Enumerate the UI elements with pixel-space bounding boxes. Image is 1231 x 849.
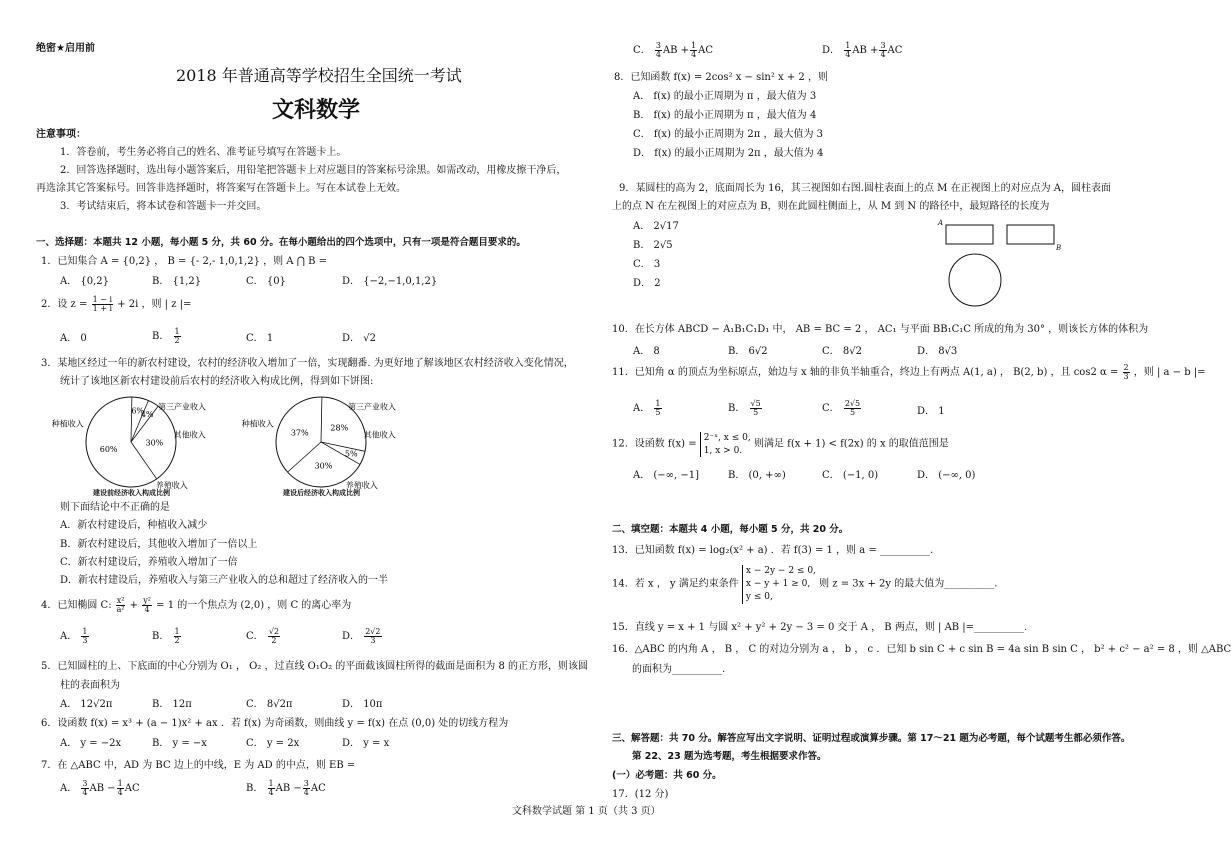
point-a-label: A xyxy=(938,219,944,227)
q8-stem: 8．已知函数 f(x) = 2cos² x − sin² x + 2 ，则 xyxy=(614,72,828,83)
pie-category-label: 第三产业收入 xyxy=(348,402,396,412)
q9-stem-2: 上的点 N 在左视图上的对应点为 B，则在此圆柱侧面上，从 M 到 N 的路径中，最短路径的长度为 xyxy=(612,201,1050,212)
pie-category-label: 种植收入 xyxy=(51,419,84,429)
q12-opt-d: D． (−∞, 0) xyxy=(917,470,976,481)
pie-category-label: 养殖收入 xyxy=(155,480,188,490)
q5-opt-a: A． 12√2π xyxy=(60,699,113,710)
pie-chart-after xyxy=(241,392,466,502)
q2-fraction: $\frac{1 - i}{1 + i}$ xyxy=(92,295,112,313)
q11-opt-a: A． $\frac{1}{5}$ xyxy=(633,399,661,417)
subject-title: 文科数学 xyxy=(272,98,361,123)
point-b-label: B xyxy=(1056,244,1062,252)
q8-opt-c: C． f(x) 的最小正周期为 2π ，最大值为 3 xyxy=(633,129,823,140)
q10-opt-b: B． 6√2 xyxy=(728,346,768,357)
q4-opt-a: A． $\frac{1}{3}$ xyxy=(60,627,88,645)
top-view xyxy=(949,254,1001,306)
q10-opt-c: C． 8√2 xyxy=(822,346,862,357)
q10-opt-d: D． 8√3 xyxy=(917,346,958,357)
pie-category-label: 第三产业收入 xyxy=(158,402,206,412)
q2-opt-d: D． √2 xyxy=(342,333,376,344)
pie-category-label: 其他收入 xyxy=(363,430,396,440)
q10-stem: 10．在长方体 ABCD − A₁B₁C₁D₁ 中， AB = BC = 2 ， AC₁ 与平面 BB₁C₁C 所成的角为 30° ，则该长方体的体积为 xyxy=(612,324,1149,335)
q5-opt-d: D． 10π xyxy=(342,699,383,710)
q6-opt-d: D． y = x xyxy=(342,738,390,749)
q9-opt-d: D． 2 xyxy=(633,278,661,289)
page-footer: 文科数学试题 第 1 页（共 3 页） xyxy=(512,806,661,817)
note-2: 2．回答选择题时，选出每小题答案后，用铅笔把答题卡上对应题目的答案标号涂黑。如需改动，用橡皮擦干净后， xyxy=(60,165,567,176)
notes-heading: 注意事项： xyxy=(36,129,86,140)
pie-slice-percent: 37% xyxy=(290,428,309,438)
pie-chart-before xyxy=(51,392,276,502)
section2-heading: 二、填空题：本题共 4 小题，每小题 5 分，共 20 分。 xyxy=(612,524,849,535)
q3-stem-1: 3．某地区经过一年的新农村建设，农村的经济收入增加了一倍，实现翻番. 为更好地了解该地区农村经济收入变化情况， xyxy=(41,358,574,369)
q13: 13．已知函数 f(x) = log₂(x² + a) ．若 f(3) = 1 ，则 a = __________. xyxy=(612,545,934,556)
note-3: 3．考试结束后，将本试卷和答题卡一并交回。 xyxy=(60,201,267,212)
q9-stem-1: 9．某圆柱的高为 2，底面周长为 16，其三视图如右图.圆柱表面上的点 M 在正视图上的对应点为 A，圆柱表面 xyxy=(619,183,1111,194)
q14: 14．若 x ， y 满足约束条件 x − 2y − 2 ≤ 0, x − y + 1 ≥ 0, y ≤ 0, 则 z = 3x + 2y 的最大值为__________. xyxy=(612,565,997,604)
pie-slice-percent: 30% xyxy=(145,438,164,448)
q11-opt-c: C． $\frac{2√5}{5}$ xyxy=(822,399,861,417)
q4-stem: 4．已知椭圆 C: $\frac{\text{x²}}{\text{a²}}$ + $\frac{\text{y²}}{4}$ = 1 的一个焦点为 (2,0) ，则 C 的离心率为 xyxy=(41,596,352,614)
q2-opt-b: B． $\frac{1}{2}$ xyxy=(152,327,180,345)
q6-opt-b: B． y = −x xyxy=(152,738,207,749)
q8-opt-b: B． f(x) 的最小正周期为 π ，最大值为 4 xyxy=(633,110,817,121)
q10-opt-a: A． 8 xyxy=(633,346,660,357)
q9-opt-c: C． 3 xyxy=(633,259,661,270)
q16-line1: 16．△ABC 的内角 A ， B ， C 的对边分别为 a ， b ， c ．已知 b sin C + c sin B = 4a sin B sin C ， b² + c² − a² = 8 ，则 △ABC xyxy=(612,644,1231,655)
q5-opt-b: B． 12π xyxy=(152,699,192,710)
pie-slice-percent: 60% xyxy=(99,444,118,454)
q6-opt-c: C． y = 2x xyxy=(246,738,300,749)
pie-slice-percent: 28% xyxy=(330,423,349,433)
pie-category-label: 种植收入 xyxy=(241,419,274,429)
q8-opt-d: D． f(x) 的最小正周期为 2π ，最大值为 4 xyxy=(633,148,824,159)
q1-stem: 1．已知集合 A = {0,2} ， B = {- 2,- 1,0,1,2} ，则 A ⋂ B = xyxy=(41,256,327,267)
q12-opt-a: A． (−∞, −1] xyxy=(633,470,700,481)
pie-category-label: 养殖收入 xyxy=(345,480,378,490)
q3-opt-a: A．新农村建设后，种植收入减少 xyxy=(60,520,208,531)
note-2-cont: 再选涂其它答案标号。回答非选择题时，将答案写在答题卡上。写在本试卷上无效。 xyxy=(36,183,406,194)
q15: 15．直线 y = x + 1 与圆 x² + y² + 2y − 3 = 0 交于 A ， B 两点，则 | AB |=__________. xyxy=(612,622,1028,633)
q7-opt-b: B． $\frac{1}{4}$ AB − $\frac{3}{4}$ AC xyxy=(246,779,326,797)
section3-sub: (一）必考题：共 60 分。 xyxy=(612,770,722,781)
note-1: 1．答卷前，考生务必将自己的姓名、准考证号填写在答题卡上。 xyxy=(60,147,347,158)
q7-opt-d: D． $\frac{1}{4}$ AB + $\frac{3}{4}$ AC xyxy=(822,41,903,59)
q8-opt-a: A． f(x) 的最小正周期为 π ，最大值为 3 xyxy=(633,91,817,102)
pie-before-caption: 建设前经济收入构成比例 xyxy=(93,489,170,497)
q3-opt-c: C．新农村建设后，养殖收入增加了一倍 xyxy=(60,557,238,568)
q6-opt-a: A． y = −2x xyxy=(60,738,122,749)
q3-opt-b: B．新农村建设后，其他收入增加了一倍以上 xyxy=(60,539,258,550)
q6-stem: 6．设函数 f(x) = x³ + (a − 1)x² + ax ．若 f(x) 为奇函数，则曲线 y = f(x) 在点 (0,0) 处的切线方程为 xyxy=(41,718,509,729)
section3-heading-2: 第 22、23 题为选考题，考生根据要求作答。 xyxy=(632,751,827,762)
q12-stem: 12．设函数 f(x) = 2⁻ˣ, x ≤ 0, 1, x > 0. 则满足 f(x + 1) < f(2x) 的 x 的取值范围是 xyxy=(612,433,949,456)
q5-opt-c: C． 8√2π xyxy=(246,699,293,710)
q4-opt-b: B． $\frac{1}{2}$ xyxy=(152,627,180,645)
section1-heading: 一、选择题：本题共 12 小题，每小题 5 分，共 60 分。在每小题给出的四个选项中，只有一项是符合题目要求的。 xyxy=(36,237,526,248)
q7-opt-a: A． $\frac{3}{4}$ AB − $\frac{1}{4}$ AC xyxy=(60,779,140,797)
side-view xyxy=(1007,225,1054,244)
exam-title: 2018 年普通高等学校招生全国统一考试 xyxy=(176,66,462,85)
q3-opt-d: D．新农村建设后，养殖收入与第三产业收入的总和超过了经济收入的一半 xyxy=(60,575,389,586)
q3-followup: 则下面结论中不正确的是 xyxy=(60,502,170,513)
q9-opt-b: B． 2√5 xyxy=(633,240,673,251)
q4-opt-d: D． $\frac{2√2}{3}$ xyxy=(342,627,381,645)
q12-opt-c: C． (−1, 0) xyxy=(822,470,879,481)
q1-opt-d: D． {−2,−1,0,1,2} xyxy=(342,276,438,287)
pie-slice-percent: 6% xyxy=(131,406,145,416)
pie-category-label: 其他收入 xyxy=(173,430,206,440)
q11-stem: 11．已知角 α 的顶点为坐标原点，始边与 x 轴的非负半轴重合，终边上有两点 A(1, a) ， B(2, b) ，且 cos2 α = $\frac{2}{3}$ ，则 | a − b |= xyxy=(612,363,1206,381)
pie-slice-percent: 30% xyxy=(314,461,333,471)
pie-after-caption: 建设后经济收入构成比例 xyxy=(283,489,360,497)
q5-stem-2: 柱的表面积为 xyxy=(60,680,120,691)
q2-opt-c: C． 1 xyxy=(246,333,274,344)
q11-opt-d: D． 1 xyxy=(917,406,945,417)
q1-opt-c: C． {0} xyxy=(246,276,286,287)
q7-stem: 7．在 △ABC 中，AD 为 BC 边上的中线，E 为 AD 的中点，则 EB = xyxy=(41,760,356,771)
pie-slice-percent: 5% xyxy=(344,449,358,459)
section3-heading-1: 三、解答题：共 70 分。解答应写出文字说明、证明过程或演算步骤。第 17～21 题为必考题，每个试题考生都必须作答。 xyxy=(612,733,1131,744)
q5-stem-1: 5．已知圆柱的上、下底面的中心分别为 O₁ ， O₂ ，过直线 O₁O₂ 的平面截该圆柱所得的截面是面积为 8 的正方形，则该圆 xyxy=(41,661,588,672)
three-view-diagram xyxy=(934,218,1074,313)
q1-opt-a: A． {0,2} xyxy=(60,276,110,287)
q17-label: 17．(12 分) xyxy=(612,789,669,800)
q2-stem: 2．设 z = $\frac{1 - i}{1 + i}$ + 2i ，则 | z |= xyxy=(41,295,192,313)
q11-opt-b: B． $\frac{√5}{5}$ xyxy=(728,399,761,417)
q7-opt-c: C． $\frac{3}{4}$ AB + $\frac{1}{4}$ AC xyxy=(633,41,714,59)
front-view xyxy=(946,225,993,244)
q9-opt-a: A． 2√17 xyxy=(633,221,679,232)
q12-opt-b: B． (0, +∞) xyxy=(728,470,786,481)
q1-opt-b: B． {1,2} xyxy=(152,276,202,287)
q4-opt-c: C． $\frac{√2}{2}$ xyxy=(246,627,280,645)
secret-label: 绝密★启用前 xyxy=(36,43,95,54)
q2-opt-a: A． 0 xyxy=(60,333,87,344)
q3-stem-2: 统计了该地区新农村建设前后农村的经济收入构成比例，得到如下饼图: xyxy=(60,376,374,387)
pie-slice-percent: 4% xyxy=(140,409,154,419)
q16-line2: 的面积为__________. xyxy=(632,664,726,675)
